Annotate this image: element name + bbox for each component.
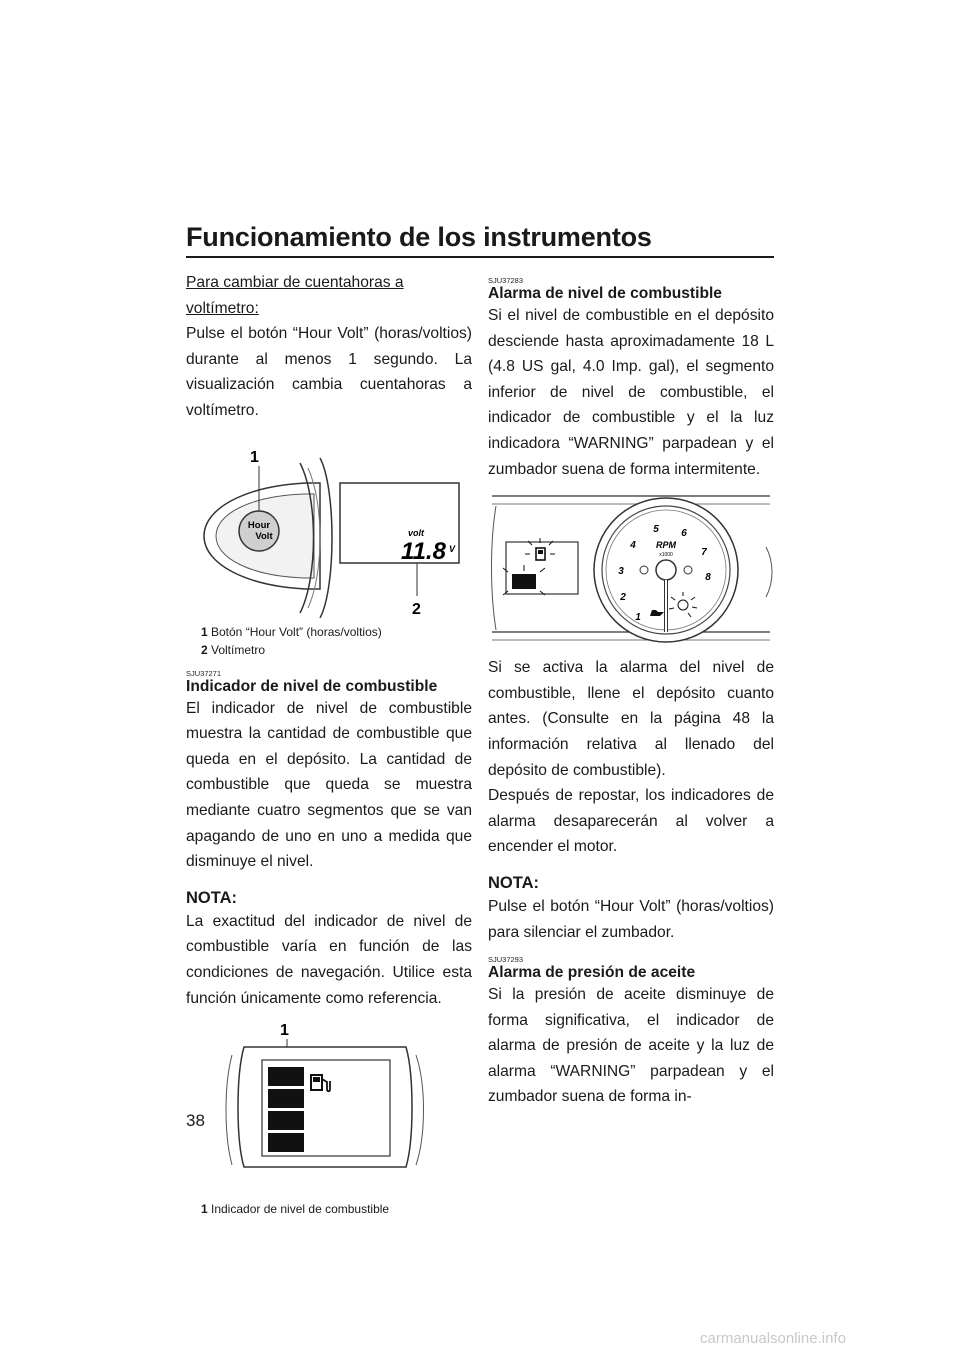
figure-gauge-alarm <box>488 492 774 649</box>
note-heading: NOTA: <box>186 888 238 907</box>
hour-volt-illustration <box>186 428 472 618</box>
gauge-tick-6: 6 <box>681 528 687 540</box>
left-column <box>186 270 472 1224</box>
figure1-caption-2: 2 Voltímetro <box>201 642 266 657</box>
fuel-segment-4 <box>268 1067 304 1086</box>
gauge-tick-7: 7 <box>701 547 707 559</box>
note-text: Pulse el botón “Hour Volt” (horas/voltios) para silenciar el zumbador. <box>488 897 774 941</box>
section-code: SJU37293 <box>488 955 524 965</box>
callout-2: 2 <box>412 600 421 618</box>
gauge-tick-8: 8 <box>705 572 711 584</box>
section-text-fuel-alarm: Si el nivel de combustible en el depósito desciende hasta aproximadamente 18 L (4.8 US gal, 4.0 Imp. gal), el segmento inferior de nivel de combustible, el indicador de combustible y el la luz indicadora “WARNING” parpadean y el zumbador suena de forma intermitente. <box>488 307 774 478</box>
figure2-caption-1: 1 Indicador de nivel de combustible <box>201 1202 390 1217</box>
figure1-caption-1: 1 Botón “Hour Volt” (horas/voltios) <box>201 624 382 639</box>
gauge-tick-2: 2 <box>620 592 626 604</box>
section-code: SJU37283 <box>488 276 524 285</box>
intro-text: Pulse el botón “Hour Volt” (horas/voltios) durante al menos 1 segundo. La visualización cambia cuentahoras a voltímetro. <box>186 325 472 419</box>
title-rule <box>186 256 774 258</box>
tachometer-illustration <box>488 492 774 644</box>
display-unit-symbol: V <box>449 543 456 554</box>
fuel-segment-1 <box>268 1133 304 1152</box>
fuel-segment-2 <box>268 1111 304 1130</box>
section-heading-fuel-level: Indicador de nivel de combustible <box>186 677 438 695</box>
gauge-tick-3: 3 <box>618 566 624 578</box>
gauge-tick-5: 5 <box>653 524 659 536</box>
page-title: Funcionamiento de los instrumentos <box>186 222 652 252</box>
gauge-label: RPM <box>656 540 676 551</box>
gauge-multiplier: x1000 <box>659 552 673 559</box>
note-text: La exactitud del indicador de nivel de combustible varía en función de las condiciones de navegación. Utilice esta función únicamente como referencia. <box>186 912 472 1007</box>
button-label-hour: Hour <box>247 519 271 531</box>
section-text-fuel-level: El indicador de nivel de combustible muestra la cantidad de combustible que queda en el depósito. La cantidad de combustible que queda se muestra mediante cuatro segmentos que se van apagando de uno en uno a medida que disminuye el nivel. <box>186 699 472 871</box>
callout-1: 1 <box>250 448 259 466</box>
figure-fuel-gauge <box>186 1015 472 1218</box>
fuel-lowest-segment-blinking <box>512 574 536 589</box>
callout-1: 1 <box>280 1022 289 1040</box>
watermark: carmanualsonline.info <box>700 1330 846 1347</box>
section-code: SJU37271 <box>186 668 222 678</box>
button-label-volt: Volt <box>255 530 273 542</box>
section-heading-oil-alarm: Alarma de presión de aceite <box>488 964 696 982</box>
section-heading-fuel-alarm: Alarma de nivel de combustible <box>488 285 722 302</box>
right-column <box>488 270 774 1110</box>
display-unit-label: volt <box>408 527 425 538</box>
intro-heading: Para cambiar de cuentahoras a voltímetro: <box>186 274 404 317</box>
page-number: 38 <box>186 1111 205 1130</box>
fuel-gauge-illustration <box>186 1015 472 1195</box>
note-heading: NOTA: <box>488 873 540 892</box>
refuel-text: Si se activa la alarma del nivel de combustible, llene el depósito cuanto antes. (Consulte en la página 48 la información relativa al llenado del depósito de combustible). <box>488 659 774 779</box>
gauge-tick-1: 1 <box>635 612 641 624</box>
display-value: 11.8 <box>401 537 446 565</box>
fuel-segment-3 <box>268 1089 304 1108</box>
figure-hour-volt <box>186 428 472 659</box>
restart-text: Después de repostar, los indicadores de alarma desaparecerán al volver a encender el motor. <box>488 787 774 856</box>
section-text-oil-alarm: Si la presión de aceite disminuye de forma significativa, el indicador de alarma de presión de aceite y la luz de alarma “WARNING” parpadean y el zumbador suena de forma in- <box>488 986 774 1106</box>
gauge-tick-4: 4 <box>630 540 636 552</box>
